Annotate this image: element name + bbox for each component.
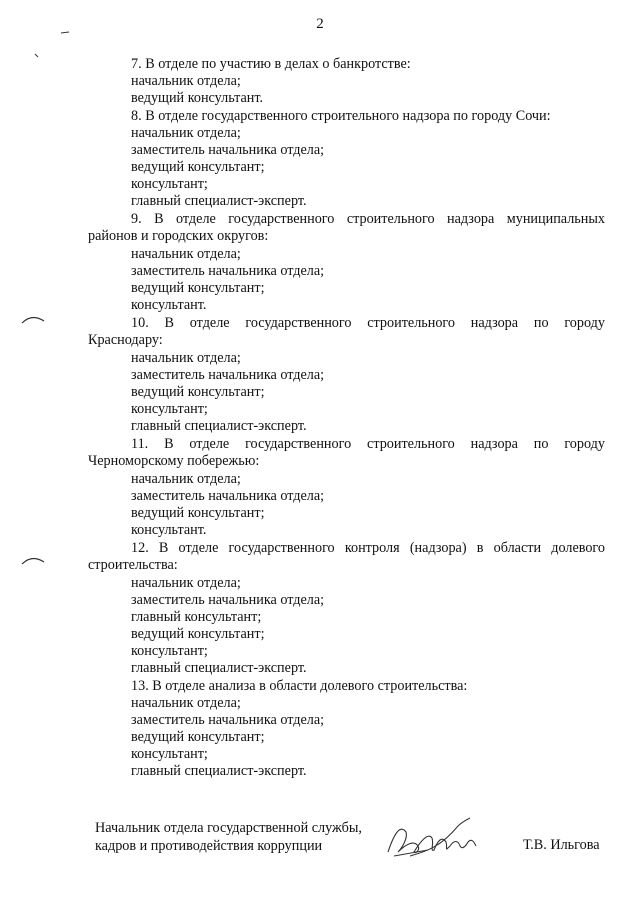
- list-item: заместитель начальника отдела;: [131, 488, 325, 504]
- signer-name: Т.В. Ильгова: [523, 837, 600, 853]
- list-item: ведущий консультант;: [131, 280, 265, 296]
- page-number: 2: [316, 16, 324, 32]
- list-item: заместитель начальника отдела;: [131, 142, 325, 158]
- list-item: главный специалист-эксперт.: [131, 763, 307, 779]
- list-item: главный специалист-эксперт.: [131, 660, 307, 676]
- section-heading: 10. В отделе государственного строительного надзора по городу: [131, 315, 605, 331]
- list-item: главный специалист-эксперт.: [131, 418, 307, 434]
- section-heading-cont: Черноморскому побережью:: [88, 453, 260, 469]
- section-heading: 8. В отделе государственного строительного надзора по городу Сочи:: [131, 108, 551, 124]
- section-heading: 12. В отделе государственного контроля (надзора) в области долевого: [131, 540, 605, 556]
- list-item: ведущий консультант;: [131, 626, 265, 642]
- position-line: Начальник отдела государственной службы,: [95, 820, 362, 836]
- list-item: консультант;: [131, 746, 208, 762]
- list-item: консультант;: [131, 401, 208, 417]
- section-heading: 13. В отделе анализа в области долевого строительства:: [131, 678, 468, 694]
- margin-mark: [20, 553, 46, 567]
- section-heading-cont: Краснодару:: [88, 332, 163, 348]
- margin-mark: [20, 312, 46, 326]
- section-heading: 11. В отделе государственного строительного надзора по городу: [131, 436, 605, 452]
- position-line: кадров и противодействия коррупции: [95, 838, 323, 854]
- list-item: ведущий консультант;: [131, 384, 265, 400]
- list-item: заместитель начальника отдела;: [131, 712, 325, 728]
- list-item: начальник отдела;: [131, 125, 241, 141]
- list-item: ведущий консультант;: [131, 505, 265, 521]
- section-heading-cont: строительства:: [88, 557, 178, 573]
- margin-mark: [60, 28, 72, 36]
- list-item: консультант;: [131, 643, 208, 659]
- list-item: ведущий консультант;: [131, 159, 265, 175]
- list-item: начальник отдела;: [131, 695, 241, 711]
- list-item: консультант;: [131, 176, 208, 192]
- list-item: консультант.: [131, 297, 207, 313]
- list-item: главный консультант;: [131, 609, 262, 625]
- list-item: заместитель начальника отдела;: [131, 263, 325, 279]
- section-heading-cont: районов и городских округов:: [88, 228, 269, 244]
- list-item: начальник отдела;: [131, 73, 241, 89]
- list-item: заместитель начальника отдела;: [131, 367, 325, 383]
- list-item: заместитель начальника отдела;: [131, 592, 325, 608]
- section-heading: 9. В отделе государственного строительного надзора муниципальных: [131, 211, 605, 227]
- list-item: начальник отдела;: [131, 471, 241, 487]
- list-item: ведущий консультант.: [131, 90, 264, 106]
- margin-mark: [33, 52, 41, 60]
- handwritten-signature: [380, 812, 490, 864]
- list-item: начальник отдела;: [131, 575, 241, 591]
- list-item: ведущий консультант;: [131, 729, 265, 745]
- list-item: начальник отдела;: [131, 350, 241, 366]
- list-item: консультант.: [131, 522, 207, 538]
- list-item: главный специалист-эксперт.: [131, 193, 307, 209]
- signer-position: [95, 819, 362, 855]
- list-item: начальник отдела;: [131, 246, 241, 262]
- section-heading: 7. В отделе по участию в делах о банкротстве:: [131, 56, 411, 72]
